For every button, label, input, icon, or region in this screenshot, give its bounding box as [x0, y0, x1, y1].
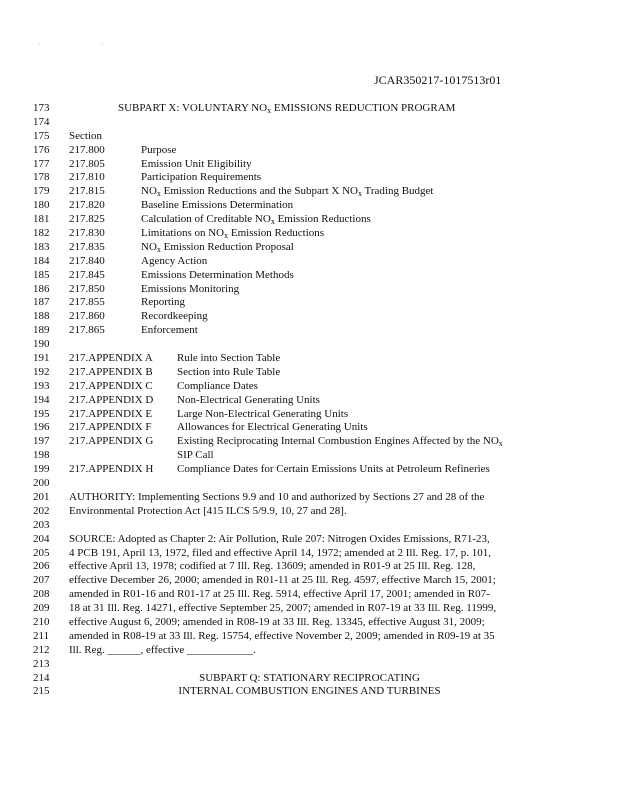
- line-number: 192: [33, 365, 50, 378]
- source-text: effective August 6, 2009; amended in R08-19 at 33 Ill. Reg. 13345, effective August 31, 2009;: [69, 615, 485, 628]
- toc-row: [0, 310, 619, 324]
- section-number: 217.865: [69, 324, 105, 337]
- section-number: 217.815: [69, 185, 105, 198]
- line-number: 177: [33, 157, 50, 170]
- section-number: 217.825: [69, 213, 105, 226]
- toc-row: [0, 296, 619, 310]
- blank-line: [0, 338, 619, 352]
- source-text: amended in R08-19 at 33 Ill. Reg. 15754, effective November 2, 2009; amended in R09-19 at 35: [69, 629, 495, 642]
- appendix-row: [0, 352, 619, 366]
- line-number: 173: [33, 102, 50, 114]
- source-text: effective April 13, 1978; codified at 7 Ill. Reg. 13609; amended in R01-9 at 25 Ill. Reg. 128,: [69, 560, 476, 573]
- line-number: 211: [33, 629, 50, 642]
- toc-row: [0, 227, 619, 241]
- line-number: 190: [33, 338, 50, 351]
- line-number: 178: [33, 171, 50, 184]
- line-number: 189: [33, 324, 50, 337]
- appendix-number: 217.APPENDIX H: [69, 463, 154, 476]
- section-title: Recordkeeping: [141, 310, 208, 323]
- toc-row: [0, 283, 619, 297]
- appendix-row: [0, 408, 619, 422]
- toc-row: [0, 324, 619, 338]
- section-number: 217.855: [69, 296, 105, 309]
- line-number: 196: [33, 421, 50, 434]
- line-number: 210: [33, 615, 50, 628]
- document-id: JCAR350217-1017513r01: [374, 73, 502, 87]
- toc-row: [0, 241, 619, 255]
- subpart-x-heading: SUBPART X: VOLUNTARY $NO_x$ EMISSIONS REDUCTION PROGRAM: [118, 102, 456, 115]
- appendix-row: [0, 380, 619, 394]
- line-number: 194: [33, 393, 50, 406]
- blank-line: [0, 477, 619, 491]
- source-line: [0, 602, 619, 616]
- subpart-q-heading: SUBPART Q: STATIONARY RECIPROCATING: [199, 671, 420, 684]
- line-number: 188: [33, 310, 50, 323]
- section-title: Limitations on $NO_x$ Emission Reductions: [141, 227, 325, 241]
- section-title: Reporting: [141, 296, 185, 309]
- section-number: 217.835: [69, 240, 105, 253]
- authority-line: [0, 491, 619, 505]
- source-text: SOURCE: Adopted as Chapter 2: Air Pollution, Rule 207: Nitrogen Oxides Emissions, R71-23,: [69, 532, 490, 545]
- section-number: 217.840: [69, 254, 105, 267]
- line-number: 214: [33, 671, 50, 684]
- line-number: 197: [33, 435, 50, 448]
- line-number: 213: [33, 657, 50, 670]
- line-number: 203: [33, 518, 50, 531]
- source-line: [0, 547, 619, 561]
- line-number: 182: [33, 227, 50, 240]
- appendix-row: [0, 449, 619, 463]
- authority-text: AUTHORITY: Implementing Sections 9.9 and 10 and authorized by Sections 27 and 28 of the: [69, 490, 485, 503]
- appendix-title: Existing Reciprocating Internal Combustion Engines Affected by the $NO_x$: [177, 435, 503, 449]
- source-text: Ill. Reg. ______, effective ____________.: [69, 643, 256, 656]
- source-line: [0, 533, 619, 547]
- toc-row: [0, 185, 619, 199]
- toc-row: [0, 213, 619, 227]
- source-line: [0, 560, 619, 574]
- line-number: 208: [33, 588, 50, 601]
- line-number: 174: [33, 115, 50, 128]
- section-title: Emission Unit Eligibility: [141, 157, 252, 170]
- subpart-q-heading-line: [0, 672, 619, 686]
- section-number: 217.845: [69, 268, 105, 281]
- line-number: 215: [33, 685, 50, 698]
- appendix-number: 217.APPENDIX G: [69, 435, 154, 448]
- section-label: Section: [69, 129, 102, 142]
- source-line: [0, 588, 619, 602]
- line-number: 191: [33, 352, 50, 365]
- appendix-title: Compliance Dates for Certain Emissions Units at Petroleum Refineries: [177, 463, 490, 476]
- line-number: 186: [33, 282, 50, 295]
- toc-row: [0, 199, 619, 213]
- appendix-row: [0, 366, 619, 380]
- line-number: 198: [33, 449, 50, 462]
- appendix-row: [0, 463, 619, 477]
- section-number: 217.830: [69, 227, 105, 240]
- appendix-title: Non-Electrical Generating Units: [177, 393, 320, 406]
- line-number: 201: [33, 490, 50, 503]
- section-title: Participation Requirements: [141, 171, 262, 184]
- appendix-number: 217.APPENDIX E: [69, 407, 153, 420]
- subpart-x-heading-line: [0, 102, 619, 116]
- toc-row: [0, 255, 619, 269]
- line-number: 200: [33, 477, 50, 490]
- section-title: Baseline Emissions Determination: [141, 199, 294, 212]
- section-title: $NO_x$ Emission Reductions and the Subpart X $NO_x$ Trading Budget: [141, 185, 434, 199]
- line-number: 184: [33, 254, 50, 267]
- source-text: 4 PCB 191, April 13, 1972, filed and effective April 14, 1972; amended at 2 Ill. Reg. 17, p. 101,: [69, 546, 492, 559]
- line-number: 187: [33, 296, 50, 309]
- appendix-title: Rule into Section Table: [177, 352, 281, 365]
- appendix-number: 217.APPENDIX F: [69, 421, 152, 434]
- line-number: 175: [33, 129, 50, 142]
- document-body: [0, 102, 619, 699]
- subpart-q-heading-line: [0, 685, 619, 699]
- line-number: 199: [33, 463, 50, 476]
- section-number: 217.820: [69, 199, 105, 212]
- scan-marks: · ·: [38, 42, 134, 48]
- line-number: 176: [33, 143, 50, 156]
- appendix-title: Allowances for Electrical Generating Units: [177, 421, 368, 434]
- line-number: 209: [33, 602, 50, 615]
- appendix-title: Section into Rule Table: [177, 365, 281, 378]
- section-label-line: [0, 130, 619, 144]
- toc-row: [0, 144, 619, 158]
- blank-line: [0, 658, 619, 672]
- line-number: 193: [33, 379, 50, 392]
- appendix-number: 217.APPENDIX C: [69, 379, 153, 392]
- line-number: 183: [33, 240, 50, 253]
- section-title: Enforcement: [141, 324, 198, 337]
- section-number: 217.810: [69, 171, 105, 184]
- authority-text: Environmental Protection Act [415 ILCS 5/9.9, 10, 27 and 28].: [69, 504, 347, 517]
- subpart-q-heading: INTERNAL COMBUSTION ENGINES AND TURBINES: [178, 685, 441, 698]
- section-title: Agency Action: [141, 254, 208, 267]
- section-title: Calculation of Creditable $NO_x$ Emission Reductions: [141, 213, 371, 227]
- section-title: Purpose: [141, 143, 177, 156]
- line-number: 185: [33, 268, 50, 281]
- section-title: $NO_x$ Emission Reduction Proposal: [141, 240, 294, 254]
- line-number: 179: [33, 185, 50, 198]
- source-line: [0, 574, 619, 588]
- toc-row: [0, 158, 619, 172]
- source-text: effective December 26, 2000; amended in R01-11 at 25 Ill. Reg. 4597, effective March 15, 2001;: [69, 574, 496, 587]
- authority-line: [0, 505, 619, 519]
- line-number: 204: [33, 532, 50, 545]
- toc-row: [0, 171, 619, 185]
- section-title: Emissions Monitoring: [141, 282, 240, 295]
- appendix-title: Large Non-Electrical Generating Units: [177, 407, 349, 420]
- appendix-title-continuation: SIP Call: [177, 449, 214, 462]
- source-line: [0, 630, 619, 644]
- toc-row: [0, 269, 619, 283]
- appendix-row: [0, 421, 619, 435]
- source-line: [0, 644, 619, 658]
- section-title: Emissions Determination Methods: [141, 268, 294, 281]
- line-number: 206: [33, 560, 50, 573]
- section-number: 217.850: [69, 282, 105, 295]
- blank-line: [0, 519, 619, 533]
- section-number: 217.860: [69, 310, 105, 323]
- line-number: 207: [33, 574, 50, 587]
- source-line: [0, 616, 619, 630]
- line-number: 195: [33, 407, 50, 420]
- blank-line: [0, 116, 619, 130]
- appendix-row: [0, 394, 619, 408]
- appendix-number: 217.APPENDIX D: [69, 393, 154, 406]
- line-number: 202: [33, 504, 50, 517]
- section-number: 217.800: [69, 143, 105, 156]
- appendix-number: 217.APPENDIX B: [69, 365, 153, 378]
- appendix-number: 217.APPENDIX A: [69, 352, 153, 365]
- section-number: 217.805: [69, 157, 105, 170]
- source-text: 18 at 31 Ill. Reg. 14271, effective September 25, 2007; amended in R07-19 at 33 Ill. Reg. 11999,: [69, 602, 497, 615]
- appendix-row: [0, 435, 619, 449]
- line-number: 205: [33, 546, 50, 559]
- source-text: amended in R01-16 and R01-17 at 25 Ill. Reg. 5914, effective April 17, 2001; amended in R07-: [69, 588, 490, 601]
- line-number: 212: [33, 643, 50, 656]
- appendix-title: Compliance Dates: [177, 379, 258, 392]
- line-number: 180: [33, 199, 50, 212]
- line-number: 181: [33, 213, 50, 226]
